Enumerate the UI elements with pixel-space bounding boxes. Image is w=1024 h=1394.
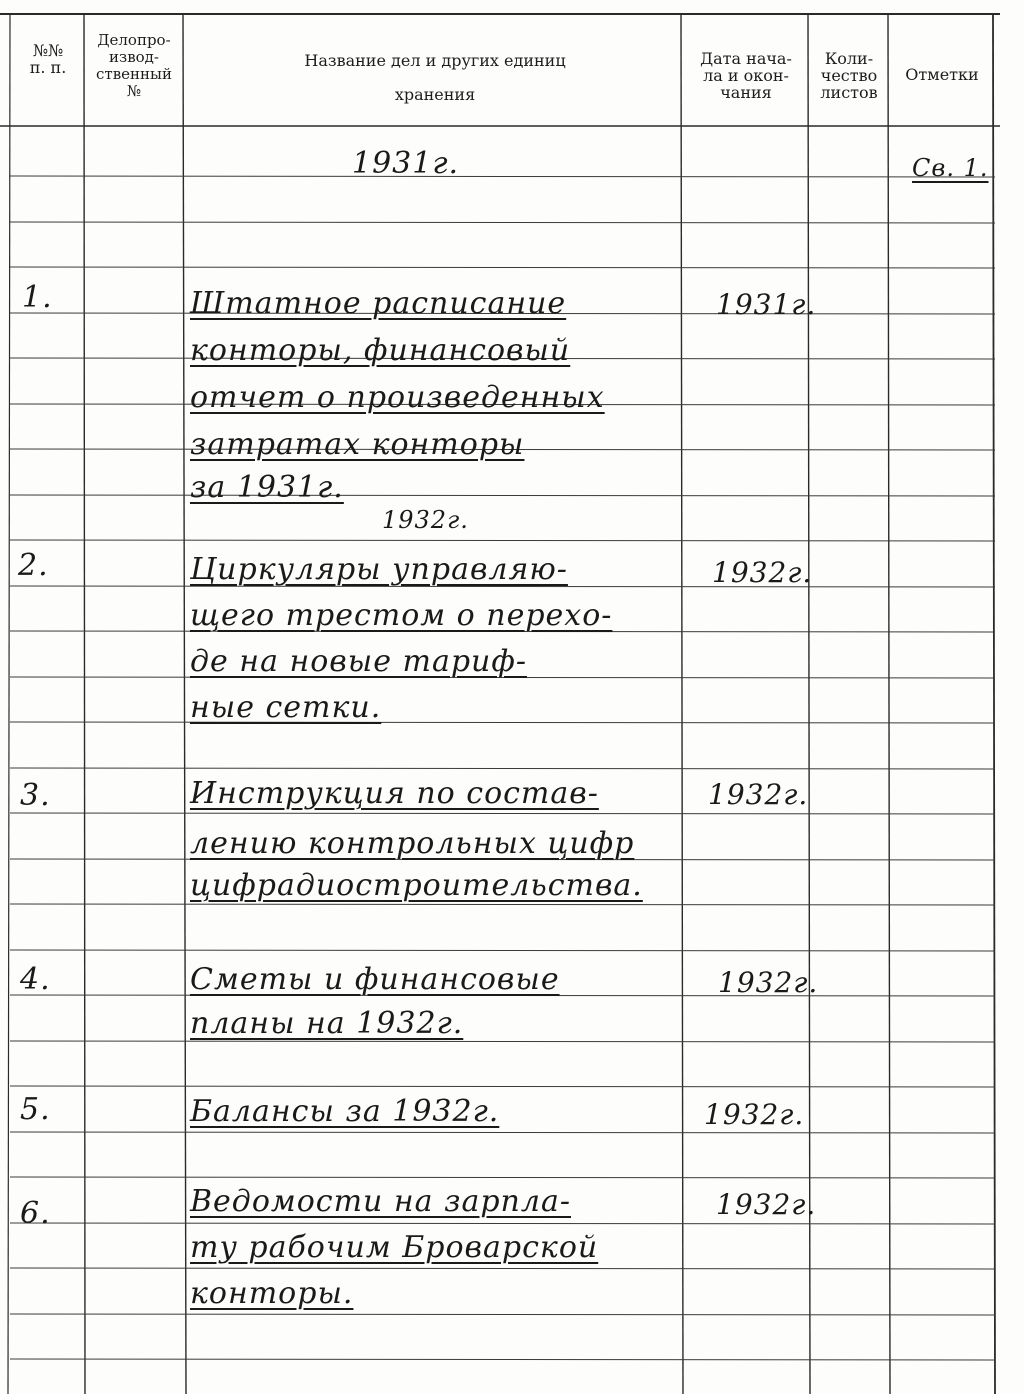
entry-date: 1931г.: [716, 288, 817, 321]
ruled-line: [10, 1268, 995, 1269]
ruled-line: [10, 267, 995, 268]
ruled-line: [10, 176, 995, 177]
ruled-line: [10, 1223, 995, 1224]
entry-number: 6.: [20, 1196, 51, 1231]
entry-date: 1932г.: [716, 1188, 817, 1221]
note-box-number: Св. 1.: [912, 154, 989, 182]
entry-title-line: Инструкция по состав-: [190, 776, 599, 811]
ruled-line: [10, 1177, 995, 1178]
entry-title-line: ные сетки.: [190, 690, 382, 725]
ruled-line: [10, 222, 995, 223]
ruled-line: [10, 1086, 995, 1087]
entry-title-line: щего трестом о перехо-: [190, 598, 613, 633]
ruled-line: [10, 495, 995, 496]
ruled-line: [10, 1359, 995, 1360]
ruled-line: [10, 1314, 995, 1315]
entry-title-line: планы на 1932г.: [190, 1006, 464, 1041]
ruled-line: [10, 768, 995, 769]
entry-title-line: конторы, финансовый: [190, 333, 571, 368]
year-heading-1931: 1931г.: [352, 146, 460, 181]
entry-title-line: Штатное расписание: [190, 286, 567, 321]
entry-date: 1932г.: [718, 966, 819, 999]
entry-number: 2.: [18, 548, 49, 583]
entry-number: 5.: [20, 1092, 51, 1127]
entry-title-line: цифрадиостроительства.: [190, 868, 643, 903]
year-heading-1932: 1932г.: [382, 506, 469, 534]
ruled-line: [10, 813, 995, 814]
header-dates: Дата нача- ла и окон- чания: [700, 49, 792, 102]
entry-title-line: за 1931г.: [190, 470, 344, 505]
entry-title-line: Ведомости на зарпла-: [190, 1184, 571, 1219]
entry-title-line: затратах конторы: [190, 427, 525, 462]
ruled-line: [10, 950, 995, 951]
header-sheets: Коли- чество листов: [820, 49, 878, 102]
ruled-line: [10, 722, 995, 723]
entry-title-line: де на новые тариф-: [190, 644, 527, 679]
entry-title-line: Циркуляры управляю-: [190, 552, 568, 587]
entry-title-line: лению контрольных цифр: [190, 826, 635, 861]
entry-title-line: отчет о произведенных: [190, 380, 605, 415]
ruled-line: [10, 1132, 995, 1133]
entry-date: 1932г.: [708, 778, 809, 811]
entry-number: 4.: [20, 962, 51, 997]
entry-title-line: конторы.: [190, 1276, 354, 1311]
ruled-line: [10, 904, 995, 905]
ruled-line: [10, 1041, 995, 1042]
header-notes: Отметки: [905, 65, 979, 84]
entry-number: 1.: [22, 280, 53, 315]
header-title: Название дел и других единиц хранения: [304, 51, 566, 104]
entry-title-line: Балансы за 1932г.: [190, 1094, 500, 1129]
header-number: №№ п. п.: [29, 41, 67, 77]
entry-number: 3.: [20, 778, 51, 813]
entry-date: 1932г.: [712, 556, 813, 589]
entry-date: 1932г.: [704, 1098, 805, 1131]
ruled-line: [10, 540, 995, 541]
header-office-number: Делопро- извод- ственный №: [96, 31, 172, 100]
entry-title-line: Сметы и финансовые: [190, 962, 560, 997]
entry-title-line: ту рабочим Броварской: [190, 1230, 599, 1265]
